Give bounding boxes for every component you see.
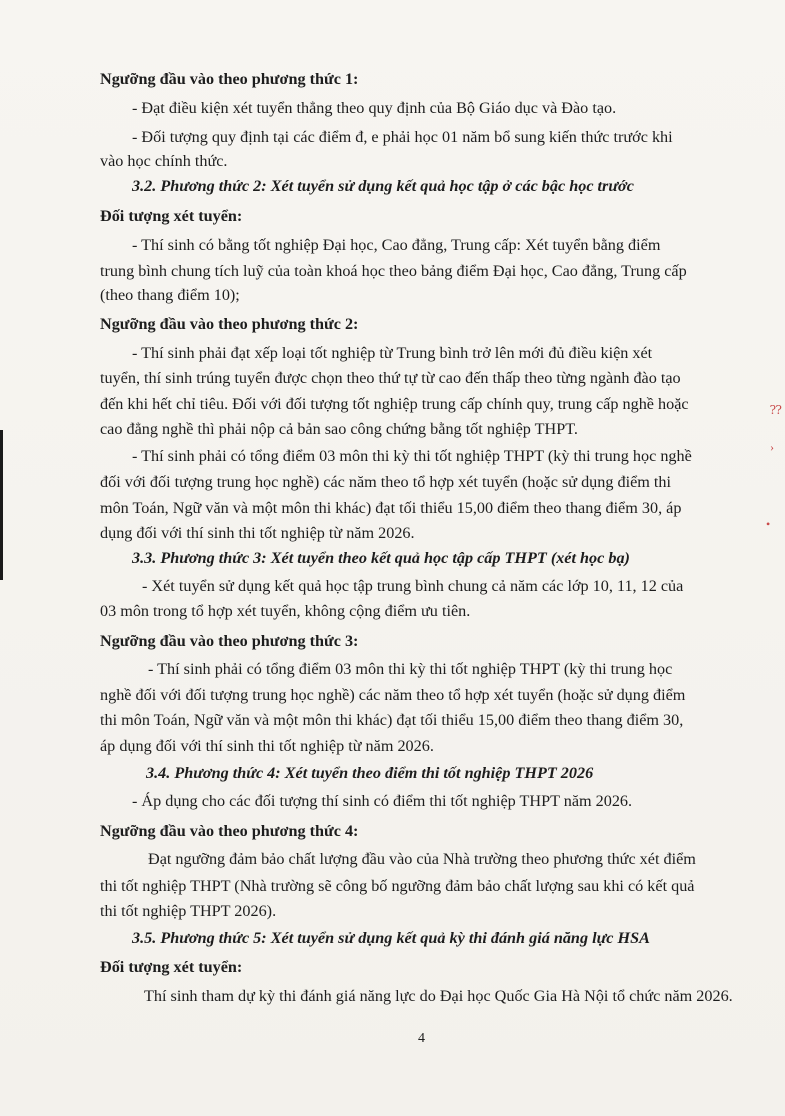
heading-threshold-method-3: Ngưỡng đầu vào theo phương thức 3:	[100, 632, 359, 650]
section-heading-3-3: 3.3. Phương thức 3: Xét tuyển theo kết quả học tập cấp THPT (xét học bạ)	[132, 549, 630, 567]
paragraph-line: thi môn Toán, Ngữ văn và một môn thi khác) đạt tối thiểu 15,00 điểm theo thang điểm 30,	[100, 711, 684, 729]
paragraph-line: thi tốt nghiệp THPT (Nhà trường sẽ công bố ngưỡng đảm bảo chất lượng sau khi có kết quả	[100, 877, 695, 895]
paragraph-line: tuyển, thí sinh trúng tuyển được chọn theo thứ tự từ cao đến thấp theo từng ngành đào tạo	[100, 369, 681, 387]
paragraph-line: - Thí sinh có bằng tốt nghiệp Đại học, Cao đẳng, Trung cấp: Xét tuyển bằng điểm	[132, 236, 661, 254]
heading-threshold-method-4: Ngưỡng đầu vào theo phương thức 4:	[100, 822, 359, 840]
paragraph-line: nghề đối với đối tượng trung học nghề) các năm theo tổ hợp xét tuyển (hoặc sử dụng điểm	[100, 686, 686, 704]
paragraph-line: Đạt ngưỡng đảm bảo chất lượng đầu vào của Nhà trường theo phương thức xét điểm	[148, 850, 696, 868]
heading-threshold-method-1: Ngưỡng đầu vào theo phương thức 1:	[100, 70, 359, 88]
margin-mark: •	[766, 517, 771, 531]
heading-threshold-method-2: Ngưỡng đầu vào theo phương thức 2:	[100, 315, 359, 333]
paragraph-line: cao đẳng nghề thì phải nộp cả bản sao công chứng bằng tốt nghiệp THPT.	[100, 420, 578, 438]
heading-eligible-candidates: Đối tượng xét tuyển:	[100, 207, 243, 225]
paragraph-line: áp dụng đối với thí sinh thi tốt nghiệp từ năm 2026.	[100, 737, 434, 755]
margin-mark: ⁇	[770, 403, 782, 417]
paragraph-line: - Xét tuyển sử dụng kết quả học tập trung bình chung cả năm các lớp 10, 11, 12 của	[142, 577, 684, 595]
section-heading-3-4: 3.4. Phương thức 4: Xét tuyển theo điểm thi tốt nghiệp THPT 2026	[146, 764, 594, 782]
paragraph-line: dụng đối với thí sinh thi tốt nghiệp từ năm 2026.	[100, 524, 415, 542]
page-number: 4	[418, 1031, 425, 1046]
paragraph-line: đối với đối tượng trung học nghề) các năm theo tổ hợp xét tuyển (hoặc sử dụng điểm thi	[100, 473, 672, 491]
paragraph-line: - Thí sinh phải đạt xếp loại tốt nghiệp từ Trung bình trở lên mới đủ điều kiện xét	[132, 344, 653, 362]
margin-mark: ›	[770, 440, 774, 454]
paragraph-line: môn Toán, Ngữ văn và một môn thi khác) đạt tối thiểu 15,00 điểm theo thang điểm 30, áp	[100, 499, 682, 517]
section-heading-3-5: 3.5. Phương thức 5: Xét tuyển sử dụng kết quả kỳ thi đánh giá năng lực HSA	[132, 929, 650, 947]
section-heading-3-2: 3.2. Phương thức 2: Xét tuyển sử dụng kết quả học tập ở các bậc học trước	[132, 177, 634, 195]
paragraph-line: thi tốt nghiệp THPT 2026).	[100, 902, 277, 920]
paragraph-line: 03 môn trong tổ hợp xét tuyển, không cộng điểm ưu tiên.	[100, 602, 471, 620]
paragraph-line: trung bình chung tích luỹ của toàn khoá học theo bảng điểm Đại học, Cao đẳng, Trung cấp	[100, 262, 687, 280]
paragraph-line: đến khi hết chỉ tiêu. Đối với đối tượng tốt nghiệp trung cấp chính quy, trung cấp nghề hoặc	[100, 395, 689, 413]
paragraph-line: (theo thang điểm 10);	[100, 286, 240, 304]
paragraph-line: - Đạt điều kiện xét tuyển thẳng theo quy định của Bộ Giáo dục và Đào tạo.	[132, 99, 617, 117]
paragraph-line: - Đối tượng quy định tại các điểm đ, e phải học 01 năm bổ sung kiến thức trước khi	[132, 128, 673, 146]
scan-edge-shadow	[0, 430, 3, 580]
paragraph-line: Thí sinh tham dự kỳ thi đánh giá năng lực do Đại học Quốc Gia Hà Nội tổ chức năm 2026.	[144, 987, 733, 1005]
heading-eligible-candidates: Đối tượng xét tuyển:	[100, 958, 243, 976]
paragraph-line: - Áp dụng cho các đối tượng thí sinh có điểm thi tốt nghiệp THPT năm 2026.	[132, 792, 633, 810]
paragraph-line: - Thí sinh phải có tổng điểm 03 môn thi kỳ thi tốt nghiệp THPT (kỳ thi trung học nghề	[132, 447, 692, 465]
paragraph-line: - Thí sinh phải có tổng điểm 03 môn thi kỳ thi tốt nghiệp THPT (kỳ thi trung học	[148, 660, 673, 678]
paragraph-line: vào học chính thức.	[100, 152, 228, 170]
